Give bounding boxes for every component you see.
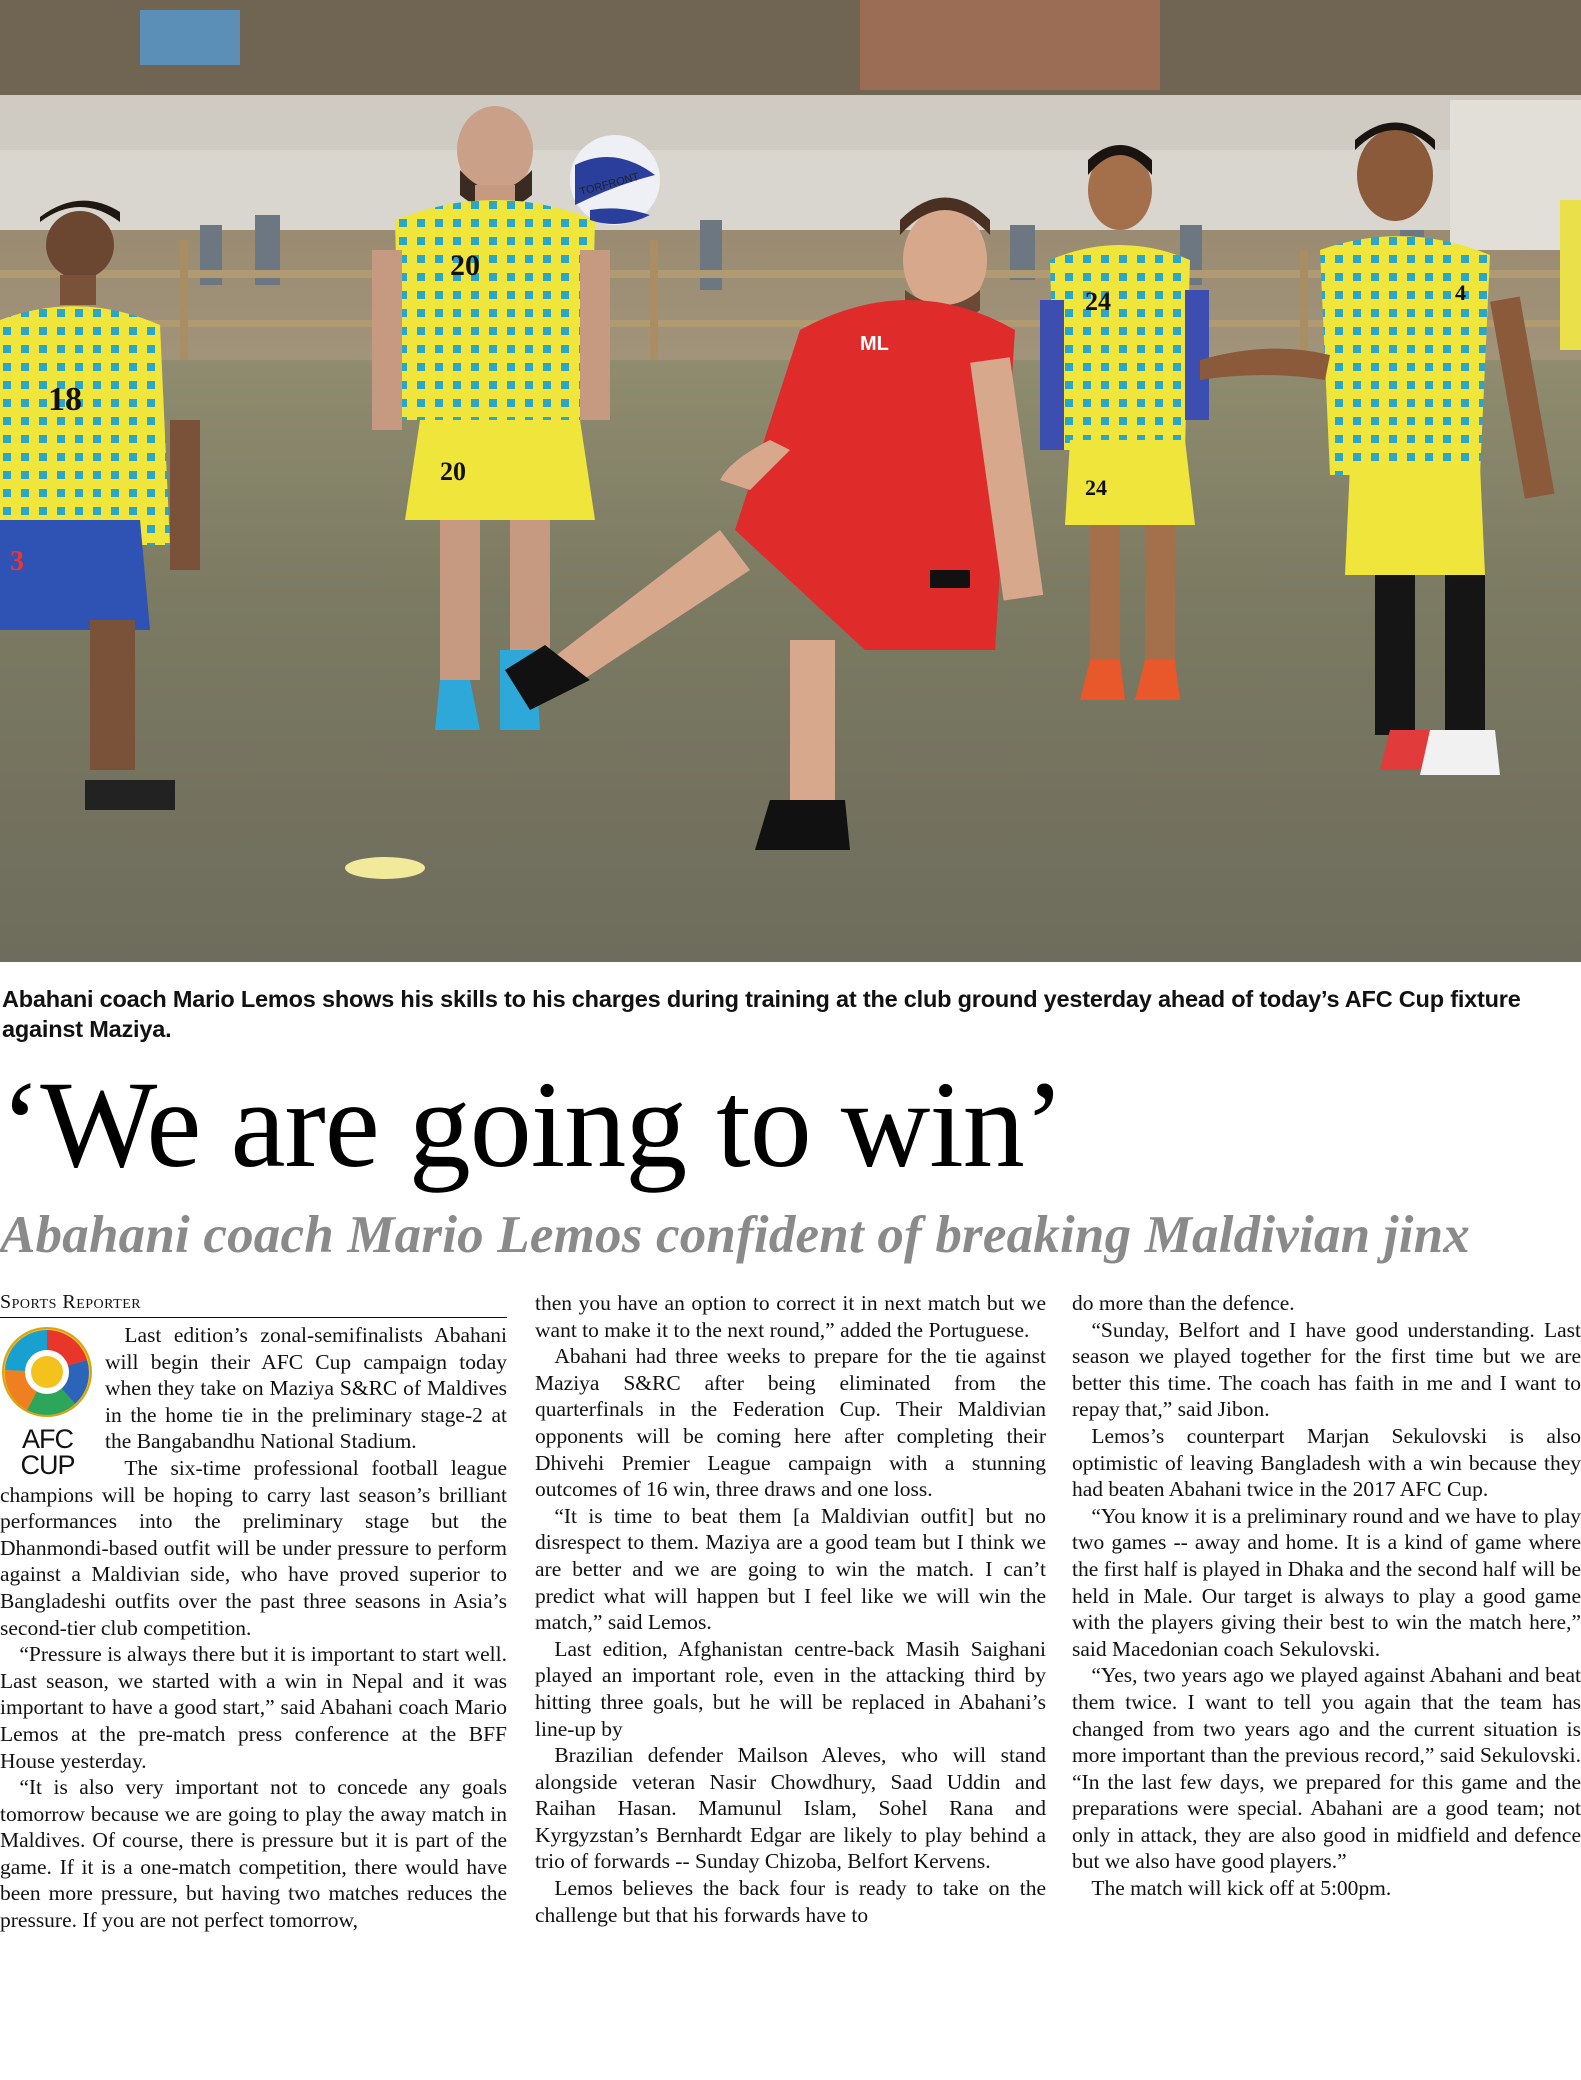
afc-cup-logo-text xyxy=(0,1426,95,1478)
byline: Sports Reporter xyxy=(0,1290,507,1318)
training-photo xyxy=(0,0,1581,962)
shorts-number-3: 3 xyxy=(10,546,24,577)
afc-cup-emblem-icon xyxy=(0,1324,95,1424)
col3-paragraph-5: “Yes, two years ago we played against Abahani and beat them twice. I want to tell you again that the team has changed from two years ago and the current situation is more important than the previous record,” said Sekulovski. “In the last few days, we prepared for this game and the preparations were special. Abahani are a good team; not only in attack, they are also good in midfield and defence but we also have good players.” xyxy=(1072,1663,1581,1874)
col3-paragraph-4: “You know it is a preliminary round and we have to play two games -- away and home. It is a kind of game where the first half is played in Dhaka and the second half will be held in Male. Our target is always to play a good game with the players giving their best to win the match here,” said Macedonian coach Sekulovski. xyxy=(1072,1503,1581,1661)
football xyxy=(570,135,660,225)
afc-logo-line1: AFC xyxy=(22,1424,73,1454)
shorts-number-20: 20 xyxy=(440,457,466,486)
article-column-1 xyxy=(0,1290,507,1934)
photo-caption: Abahani coach Mario Lemos shows his skills to his charges during training at the club ground yesterday ahead of today’s AFC Cup fixture against Maziya. xyxy=(2,986,1521,1042)
article-column-3 xyxy=(1072,1290,1581,1902)
jersey-number-18: 18 xyxy=(48,381,82,418)
col2-paragraph-6: Lemos believes the back four is ready to take on the challenge but that his forwards have to xyxy=(535,1876,1046,1927)
ball-brand-text: TORFRONT xyxy=(578,170,641,199)
headline: ‘We are going to win’ xyxy=(0,1056,1064,1193)
col1-paragraph-1: Last edition’s zonal-semifinalists Abahani will begin their AFC Cup campaign today when they take on Maziya S&RC of Maldives in the home tie in the preliminary stage-2 at the Bangabandhu National Stadium. xyxy=(105,1323,507,1454)
col2-paragraph-4: Last edition, Afghanistan centre-back Masih Saighani played an important role, even in the attacking third by hitting three goals, but he will be replaced in Abahani’s line-up by xyxy=(535,1636,1046,1741)
afc-cup-logo xyxy=(0,1324,95,1479)
shorts-number-24: 24 xyxy=(1085,475,1107,500)
col1-paragraph-4: “It is also very important not to concede any goals tomorrow because we are going to play the away match in Maldives. Of course, there is pressure but it is part of the game. If it is a one-match competition, there would have been more pressure, but having two matches reduces the pressure. If you are not perfect tomorrow, xyxy=(0,1775,507,1933)
col1-paragraph-3: “Pressure is always there but it is important to start well. Last season, we started with a win in Nepal and it was important to have a good start,” said Abahani coach Mario Lemos at the pre-match press conference at the BFF House yesterday. xyxy=(0,1642,507,1773)
article-column-2 xyxy=(535,1290,1046,1928)
col2-paragraph-5: Brazilian defender Mailson Aleves, who will stand alongside veteran Nasir Chowdhury, Saad Uddin and Raihan Hasan. Mamunul Islam, Sohel Rana and Kyrgyzstan’s Bernhardt Edgar are likely to play behind a trio of forwards -- Sunday Chizoba, Belfort Kervens. xyxy=(535,1743,1046,1874)
col2-paragraph-2: Abahani had three weeks to prepare for the tie against Maziya S&RC after being eliminated from the quarterfinals in the Federation Cup. Their Maldivian opponents will be coming here after completing their Dhivehi Premier League campaign with a stunning outcomes of 16 win, three draws and one loss. xyxy=(535,1344,1046,1502)
coach-shirt-initials: ML xyxy=(860,333,889,355)
subheadline: Abahani coach Mario Lemos confident of breaking Maldivian jinx xyxy=(0,1206,1471,1264)
col3-paragraph-6: The match will kick off at 5:00pm. xyxy=(1091,1876,1392,1901)
jersey-number-24: 24 xyxy=(1085,287,1111,316)
jersey-number-20: 20 xyxy=(450,249,480,282)
col3-paragraph-2: “Sunday, Belfort and I have good understanding. Last season we played together for the first time but we are better this time. The coach has faith in me and I want to repay that,” said Jibon. xyxy=(1072,1317,1581,1422)
col3-paragraph-1: do more than the defence. xyxy=(1072,1291,1295,1315)
col3-paragraph-3: Lemos’s counterpart Marjan Sekulovski is also optimistic of leaving Bangladesh with a win because they had beaten Abahani twice in the 2017 AFC Cup. xyxy=(1072,1423,1581,1502)
col1-paragraph-2: The six-time professional football league champions will be hoping to carry last season’s brilliant performances into the preliminary stage but the Dhanmondi-based outfit will be under pressure to perform against a Maldivian side, who have proved superior to Bangladeshi outfits over the past three seasons in Asia’s second-tier club competition. xyxy=(0,1455,507,1640)
col2-paragraph-3: “It is time to beat them [a Maldivian outfit] but no disrespect to them. Maziya are a good team but I think we are better and we are going to win the match. I can’t predict what will happen but I feel like we will win the match,” said Lemos. xyxy=(535,1503,1046,1635)
col2-paragraph-1: then you have an option to correct it in next match but we want to make it to the next round,” added the Portuguese. xyxy=(535,1291,1046,1342)
afc-logo-line2: CUP xyxy=(20,1450,75,1480)
jersey-number-4: 4 xyxy=(1455,280,1466,305)
training-photo-illustration xyxy=(0,0,1581,962)
